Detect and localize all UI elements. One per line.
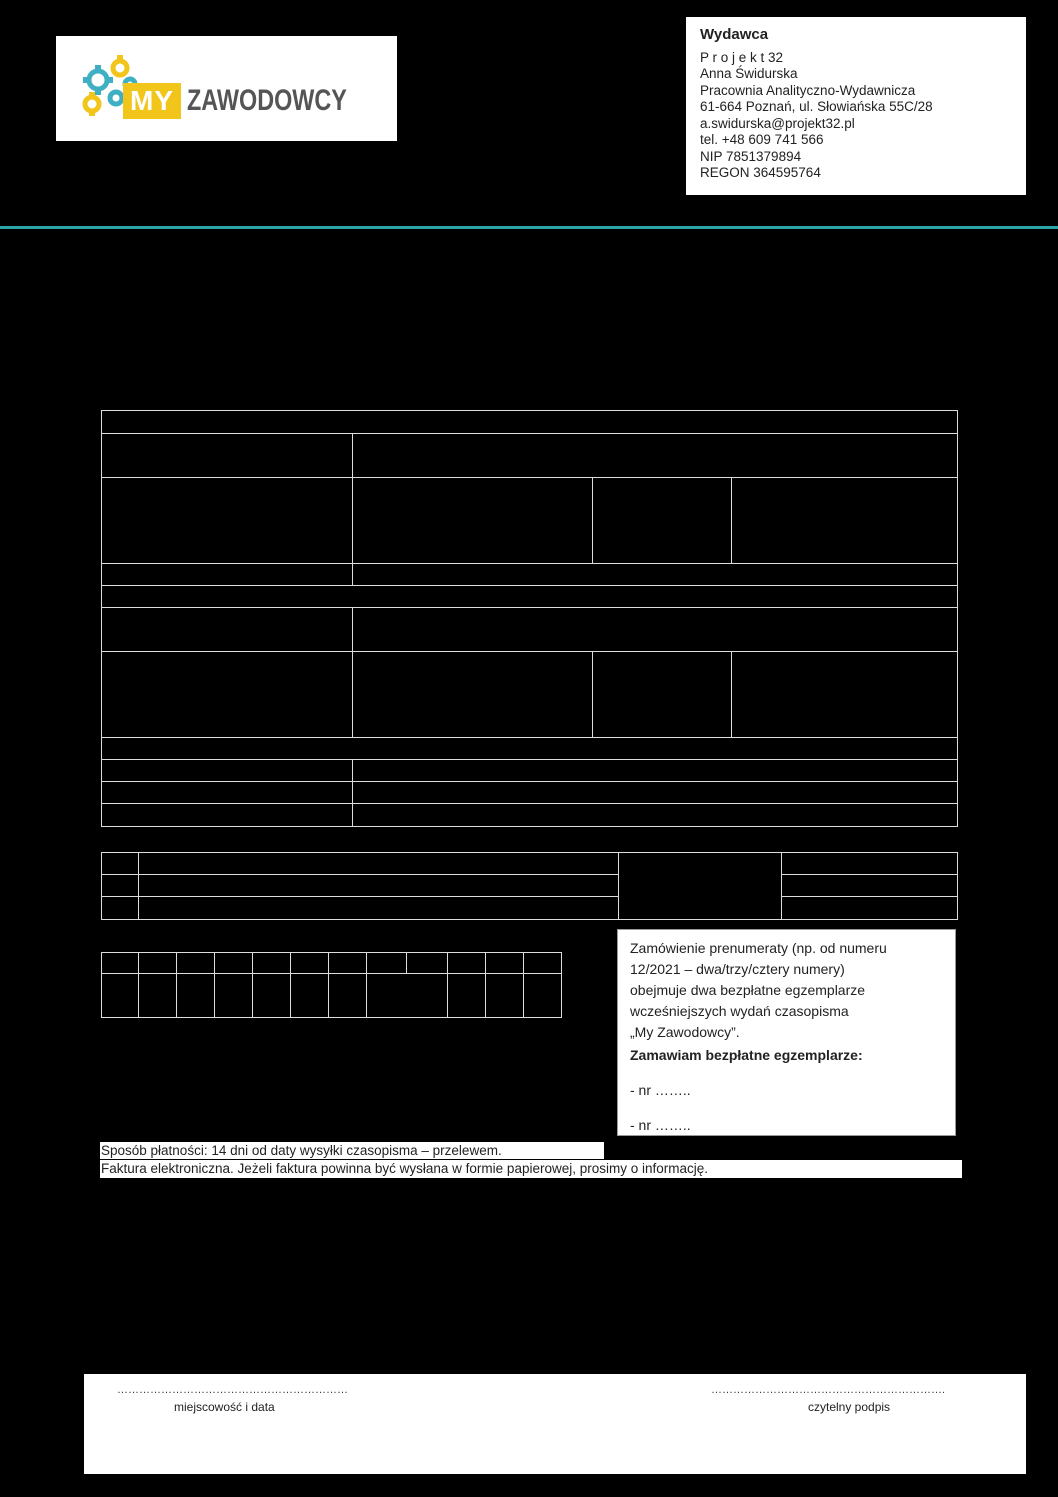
form-section-header — [101, 585, 958, 608]
form-input-cell[interactable] — [352, 803, 958, 827]
form-input-cell[interactable] — [352, 759, 958, 782]
form-input-cell[interactable] — [352, 651, 593, 738]
form-input-cell[interactable] — [731, 477, 958, 564]
grid-input-cell[interactable] — [328, 973, 367, 1018]
table-cell — [101, 896, 139, 920]
logo-my: MY — [123, 83, 181, 119]
publisher-phone: tel. +48 609 741 566 — [700, 132, 824, 147]
signature-line[interactable]: ………………………………………………………. — [711, 1384, 946, 1396]
grid-input-cell[interactable] — [290, 973, 329, 1018]
table-cell — [138, 874, 619, 897]
form-input-cell[interactable] — [592, 477, 732, 564]
table-cell — [138, 896, 619, 920]
issue-number-field[interactable]: - nr …….. — [630, 1117, 691, 1133]
grid-input-cell[interactable] — [138, 973, 177, 1018]
form-input-cell[interactable] — [352, 477, 593, 564]
publisher-email: a.swidurska@projekt32.pl — [700, 115, 855, 131]
table-cell[interactable] — [618, 852, 782, 920]
form-input-cell[interactable] — [592, 651, 732, 738]
form-label-cell — [101, 433, 353, 478]
grid-cell — [523, 952, 562, 974]
grid-cell — [252, 952, 291, 974]
grid-cell — [138, 952, 177, 974]
form-label-cell — [101, 651, 353, 738]
info-text-line: Zamówienie prenumeraty (np. od numeru — [630, 940, 887, 956]
place-date-line[interactable]: ……………………………………………………… — [117, 1384, 348, 1396]
publisher-line: Anna Świdurska — [700, 66, 798, 81]
grid-cell — [290, 952, 329, 974]
grid-cell — [176, 952, 215, 974]
form-section-header — [101, 737, 958, 760]
info-text-line: „My Zawodowcy”. — [630, 1024, 740, 1040]
form-section-header — [101, 410, 958, 434]
table-cell — [101, 852, 139, 875]
info-text-line: wcześniejszych wydań czasopisma — [630, 1003, 849, 1019]
free-issues-heading: Zamawiam bezpłatne egzemplarze: — [630, 1047, 863, 1063]
grid-cell — [214, 952, 253, 974]
table-cell[interactable] — [781, 874, 958, 897]
grid-cell — [406, 952, 448, 974]
publisher-line: Pracownia Analityczno-Wydawnicza — [700, 82, 916, 98]
payment-note: Sposób płatności: 14 dni od daty wysyłki czasopisma – przelewem. — [100, 1142, 604, 1159]
free-issues-box — [617, 929, 956, 1136]
form-input-cell[interactable] — [352, 781, 958, 804]
form-label-cell — [101, 607, 353, 652]
grid-cell — [447, 952, 486, 974]
form-input-cell[interactable] — [731, 651, 958, 738]
grid-input-cell[interactable] — [101, 973, 139, 1018]
publisher-nip: NIP 7851379894 — [700, 148, 802, 164]
grid-cell — [366, 952, 407, 974]
table-cell[interactable] — [781, 896, 958, 920]
divider — [0, 226, 1058, 229]
publisher-heading: Wydawca — [700, 26, 769, 43]
form-label-cell — [101, 759, 353, 782]
grid-input-cell[interactable] — [214, 973, 253, 1018]
issue-number-field[interactable]: - nr …….. — [630, 1082, 691, 1098]
table-cell — [138, 852, 619, 875]
info-text-line: 12/2021 – dwa/trzy/cztery numery) — [630, 961, 845, 977]
table-cell — [101, 874, 139, 897]
grid-cell — [485, 952, 524, 974]
publisher-regon: REGON 364595764 — [700, 165, 821, 180]
form-input-cell[interactable] — [352, 563, 958, 586]
publisher-line: 61-664 Poznań, ul. Słowiańska 55C/28 — [700, 99, 933, 114]
publisher-info — [686, 17, 1026, 195]
form-label-cell — [101, 803, 353, 827]
grid-input-cell[interactable] — [176, 973, 215, 1018]
invoice-note: Faktura elektroniczna. Jeżeli faktura powinna być wysłana w formie papierowej, prosimy o informację. — [100, 1160, 962, 1178]
form-label-cell — [101, 477, 353, 564]
form-label-cell — [101, 563, 353, 586]
grid-input-cell[interactable] — [366, 973, 448, 1018]
logo — [56, 36, 397, 141]
form-input-cell[interactable] — [352, 607, 958, 652]
place-date-label: miejscowość i data — [174, 1400, 275, 1414]
grid-input-cell[interactable] — [485, 973, 524, 1018]
info-text-line: obejmuje dwa bezpłatne egzemplarze — [630, 982, 866, 998]
signature-label: czytelny podpis — [808, 1400, 891, 1414]
publisher-line: P r o j e k t 32 — [700, 49, 784, 65]
form-input-cell[interactable] — [352, 433, 958, 478]
logo-name: ZAWODOWCY — [187, 84, 347, 117]
grid-input-cell[interactable] — [523, 973, 562, 1018]
grid-input-cell[interactable] — [252, 973, 291, 1018]
table-cell[interactable] — [781, 852, 958, 875]
grid-input-cell[interactable] — [447, 973, 486, 1018]
form-label-cell — [101, 781, 353, 804]
grid-cell — [101, 952, 139, 974]
grid-cell — [328, 952, 367, 974]
signature-area — [84, 1374, 1026, 1474]
